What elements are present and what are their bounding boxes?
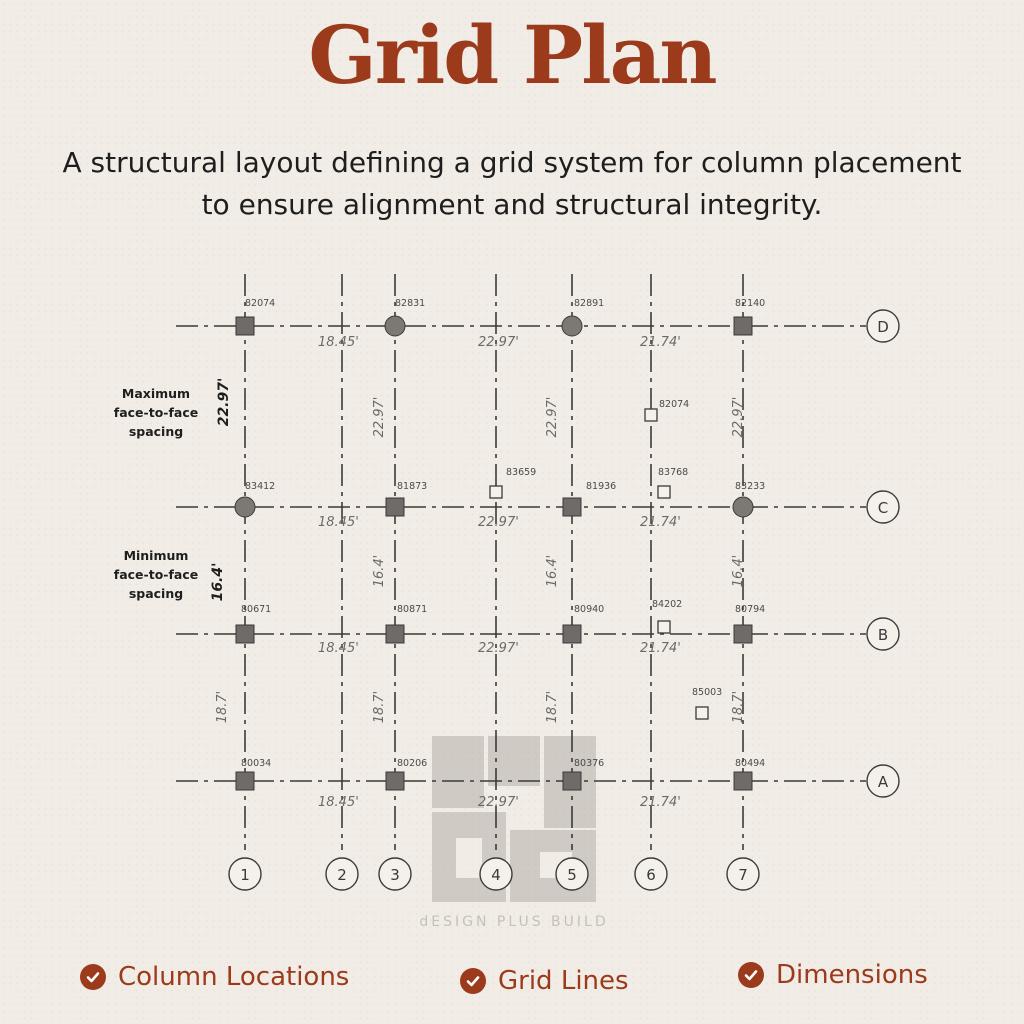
annotation-max-text: spacing bbox=[128, 424, 184, 439]
dimension-label-horizontal: 22.97' bbox=[478, 641, 519, 656]
column-marker-circle bbox=[385, 316, 405, 336]
column-marker-square bbox=[563, 498, 581, 516]
column-marker-open bbox=[658, 621, 670, 633]
checklist-item-dimensions bbox=[738, 960, 928, 990]
dimension-label-horizontal: 18.45' bbox=[318, 335, 359, 350]
grid-bubble-label: 4 bbox=[491, 866, 501, 884]
column-marker-open bbox=[645, 409, 657, 421]
dimension-label-vertical: 16.4' bbox=[545, 554, 560, 588]
page-title: Grid Plan bbox=[308, 8, 716, 102]
watermark-text: dESIGN PLUS BUILD bbox=[419, 914, 609, 930]
column-marker-id: 82891 bbox=[574, 298, 605, 309]
dimension-label-vertical: 18.7' bbox=[545, 690, 560, 724]
grid-bubble-label: 1 bbox=[240, 866, 250, 884]
grid-bubble-label: 2 bbox=[337, 866, 347, 884]
column-marker-id: 80794 bbox=[735, 604, 766, 615]
page-subtitle: A structural layout defining a grid system for column placement to ensure alignment and structural integrity. bbox=[62, 146, 962, 221]
check-circle-icon bbox=[460, 968, 486, 994]
grid-bubble-label: 7 bbox=[738, 866, 748, 884]
column-marker-circle bbox=[235, 497, 255, 517]
dimension-label-horizontal: 18.45' bbox=[318, 641, 359, 656]
column-marker-id: 85003 bbox=[692, 687, 723, 698]
grid-bubble-label: A bbox=[877, 773, 889, 791]
dimension-label-vertical: 18.7' bbox=[215, 690, 230, 724]
dimension-label-horizontal: 18.45' bbox=[318, 795, 359, 810]
column-marker-open bbox=[696, 707, 708, 719]
column-marker-id: 83233 bbox=[735, 481, 766, 492]
column-marker-id: 82074 bbox=[245, 298, 276, 309]
grid-bubble-label: 3 bbox=[390, 866, 400, 884]
column-marker-square bbox=[236, 317, 254, 335]
column-marker-id: 80034 bbox=[241, 758, 272, 769]
column-marker-id: 81873 bbox=[397, 481, 428, 492]
dimension-label-vertical: 18.7' bbox=[731, 690, 746, 724]
annotation-max-text: Maximum bbox=[121, 386, 191, 401]
column-marker-id: 81936 bbox=[586, 481, 617, 492]
grid-bubble-label: D bbox=[877, 318, 889, 336]
column-marker-id: 83768 bbox=[658, 467, 689, 478]
dimension-label-horizontal: 21.74' bbox=[640, 335, 681, 350]
dimension-label-horizontal: 18.45' bbox=[318, 515, 359, 530]
column-marker-square bbox=[563, 772, 581, 790]
dimension-label-vertical: 16.4' bbox=[731, 554, 746, 588]
column-marker-id: 84202 bbox=[652, 599, 683, 610]
feature-checklist bbox=[0, 962, 1024, 1012]
dimension-label-horizontal: 21.74' bbox=[640, 795, 681, 810]
watermark-hole-1 bbox=[456, 838, 482, 878]
column-marker-id: 82074 bbox=[659, 399, 690, 410]
column-marker-square bbox=[386, 772, 404, 790]
dimension-label-vertical: 22.97' bbox=[545, 396, 560, 438]
column-marker-circle bbox=[733, 497, 753, 517]
column-marker-square bbox=[386, 625, 404, 643]
annotation-min-text: Minimum bbox=[123, 548, 189, 563]
column-marker-square bbox=[734, 772, 752, 790]
annotation-min-value: 16.4' bbox=[210, 562, 226, 602]
checklist-label: Column Locations bbox=[118, 962, 350, 992]
column-marker-id: 80940 bbox=[574, 604, 605, 615]
column-marker-square bbox=[386, 498, 404, 516]
column-marker-id: 80206 bbox=[397, 758, 428, 769]
dimension-label-horizontal: 22.97' bbox=[478, 335, 519, 350]
column-marker-id: 83659 bbox=[506, 467, 537, 478]
grid-bubble-label: C bbox=[877, 499, 889, 517]
grid-bubble-label: 6 bbox=[646, 866, 656, 884]
dimension-label-vertical: 18.7' bbox=[372, 690, 387, 724]
watermark-block-1 bbox=[432, 736, 484, 808]
column-marker-id: 82831 bbox=[395, 298, 426, 309]
column-marker-square bbox=[236, 625, 254, 643]
grid-bubble-label: 5 bbox=[567, 866, 577, 884]
column-marker-id: 80376 bbox=[574, 758, 605, 769]
column-marker-square bbox=[563, 625, 581, 643]
annotation-min-text: face-to-face bbox=[113, 567, 199, 582]
dimension-label-vertical: 16.4' bbox=[372, 554, 387, 588]
column-marker-square bbox=[734, 625, 752, 643]
column-marker-open bbox=[490, 486, 502, 498]
column-marker-id: 82140 bbox=[735, 298, 766, 309]
column-marker-id: 80494 bbox=[735, 758, 766, 769]
annotation-max-text: face-to-face bbox=[113, 405, 199, 420]
column-marker-square bbox=[236, 772, 254, 790]
annotation-max-value: 22.97' bbox=[216, 377, 232, 427]
column-marker-square bbox=[734, 317, 752, 335]
checklist-item-column-locations bbox=[80, 962, 349, 992]
dimension-label-vertical: 22.97' bbox=[731, 396, 746, 438]
column-marker-open bbox=[658, 486, 670, 498]
column-marker-id: 80871 bbox=[397, 604, 428, 615]
checklist-label: Grid Lines bbox=[498, 966, 629, 996]
check-circle-icon bbox=[80, 964, 106, 990]
dimension-label-horizontal: 21.74' bbox=[640, 515, 681, 530]
grid-bubble-label: B bbox=[877, 626, 889, 644]
check-circle-icon bbox=[738, 962, 764, 988]
column-marker-id: 83412 bbox=[245, 481, 276, 492]
dimension-label-vertical: 22.97' bbox=[372, 396, 387, 438]
dimension-label-horizontal: 21.74' bbox=[640, 641, 681, 656]
annotation-min-text: spacing bbox=[128, 586, 184, 601]
checklist-item-grid-lines bbox=[460, 966, 629, 996]
grid-plan-drawing bbox=[0, 260, 1024, 930]
column-marker-circle bbox=[562, 316, 582, 336]
column-marker-id: 80671 bbox=[241, 604, 272, 615]
checklist-label: Dimensions bbox=[776, 960, 928, 990]
dimension-label-horizontal: 22.97' bbox=[478, 515, 519, 530]
dimension-label-horizontal: 22.97' bbox=[478, 795, 519, 810]
